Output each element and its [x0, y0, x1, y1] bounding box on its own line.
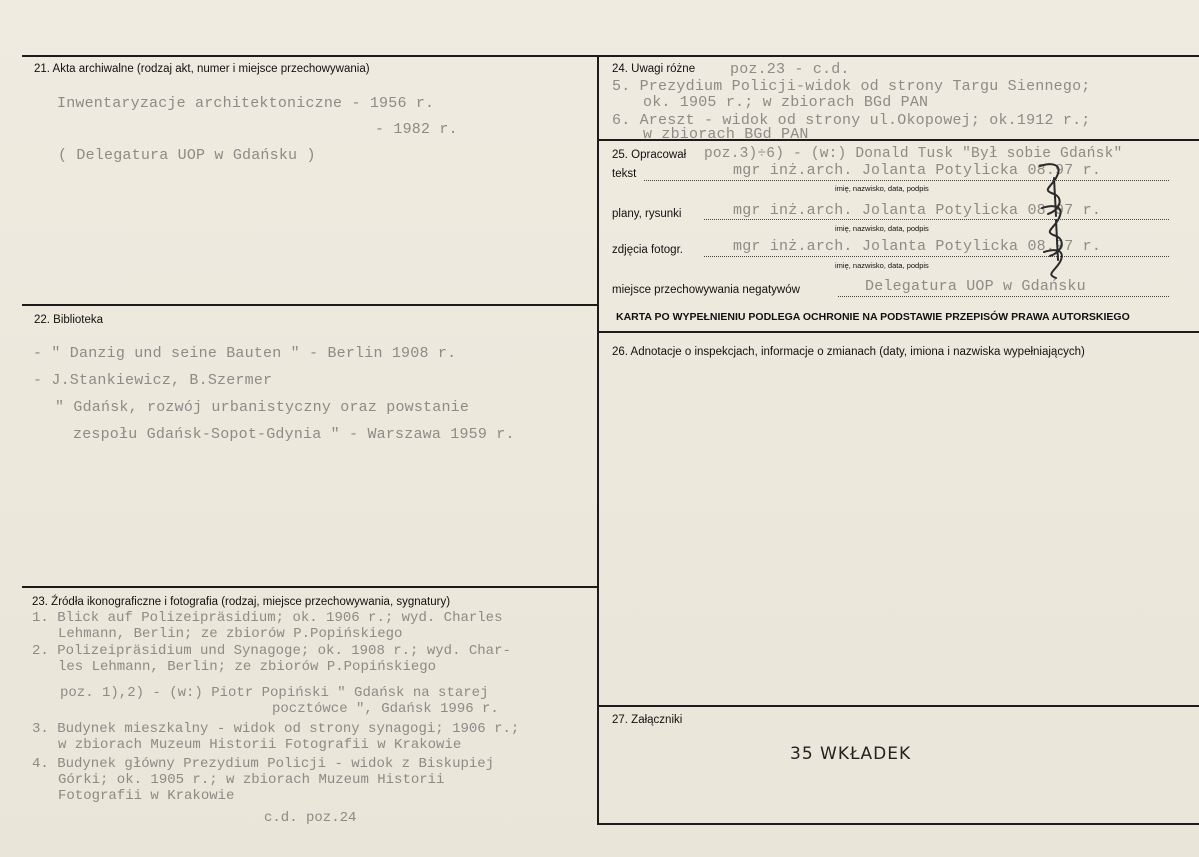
plany-value: mgr inż.arch. Jolanta Potylicka 08.97 r. — [733, 202, 1102, 219]
field-22-line-3: " Gdańsk, rozwój urbanistyczny oraz powstanie — [55, 399, 470, 416]
field-23-line-3: 2. Polizeipräsidium und Synagoge; ok. 1908 r.; wyd. Char- — [32, 643, 511, 659]
field-27-value: 35 WKŁADEK — [790, 744, 912, 764]
divider-top — [22, 55, 1199, 57]
plany-caption: imię, nazwisko, data, podpis — [835, 224, 929, 233]
field-23-line-8: w zbiorach Muzeum Historii Fotografii w Krakowie — [58, 737, 462, 753]
plany-label: plany, rysunki — [612, 208, 682, 220]
zdjecia-caption: imię, nazwisko, data, podpis — [835, 261, 929, 270]
divider-21-22 — [22, 304, 599, 306]
tekst-dotline — [644, 180, 1169, 181]
field-24-label: 24. Uwagi różne — [612, 63, 696, 75]
field-23-line-1: 1. Blick auf Polizeipräsidium; ok. 1906 r.; wyd. Charles — [32, 610, 503, 626]
field-23-line-12: c.d. poz.24 — [264, 810, 357, 826]
tekst-caption: imię, nazwisko, data, podpis — [835, 184, 929, 193]
tekst-value: mgr inż.arch. Jolanta Potylicka 08.97 r. — [733, 162, 1102, 179]
field-21-line-1: Inwentaryzacje architektoniczne - 1956 r. — [57, 95, 435, 112]
miejsce-dotline — [838, 296, 1169, 297]
field-22-label: 22. Biblioteka — [34, 314, 104, 326]
zdjecia-label: zdjęcia fotogr. — [612, 244, 683, 256]
divider-24-25 — [597, 139, 1199, 141]
divider-26-27 — [597, 705, 1199, 707]
field-24-line-3: 6. Areszt - widok od strony ul.Okopowej; ok.1912 r.; — [612, 112, 1091, 129]
plany-dotline — [704, 219, 1169, 220]
field-24-line-1: 5. Prezydium Policji-widok od strony Targu Siennego; — [612, 78, 1091, 95]
zdjecia-dotline — [704, 256, 1169, 257]
divider-bottom — [597, 823, 1199, 825]
divider-25-26 — [597, 331, 1199, 333]
field-23-line-6: pocztówce ", Gdańsk 1996 r. — [272, 701, 499, 717]
field-23-line-2: Lehmann, Berlin; ze zbiorów P.Popińskiego — [58, 626, 403, 642]
field-21-line-2: - 1982 r. — [375, 121, 458, 138]
field-23-line-5: poz. 1),2) - (w:) Piotr Popiński " Gdańsk na starej — [60, 685, 489, 701]
miejsce-label: miejsce przechowywania negatywów — [612, 284, 800, 296]
copyright-notice: KARTA PO WYPEŁNIENIU PODLEGA OCHRONIE NA PODSTAWIE PRZEPISÓW PRAWA AUTORSKIEGO — [616, 311, 1130, 323]
field-24-first: poz.23 - c.d. — [730, 61, 850, 78]
field-23-line-11: Fotografii w Krakowie — [58, 788, 235, 804]
field-23-label: 23. Źródła ikonograficzne i fotografia (rodzaj, miejsce przechowywania, sygnatury) — [32, 596, 451, 608]
field-23-line-10: Górki; ok. 1905 r.; w zbiorach Muzeum Historii — [58, 772, 445, 788]
field-21-line-3: ( Delegatura UOP w Gdańsku ) — [58, 147, 316, 164]
field-25-note: poz.3)÷6) - (w:) Donald Tusk "Był sobie Gdańsk" — [704, 146, 1123, 162]
field-21-label: 21. Akta archiwalne (rodzaj akt, numer i miejsce przechowywania) — [34, 63, 370, 75]
field-22-line-2: - J.Stankiewicz, B.Szermer — [33, 372, 273, 389]
field-26-label: 26. Adnotacje o inspekcjach, informacje o zmianach (daty, imiona i nazwiska wypełniających) — [612, 346, 1085, 358]
field-22-line-4: zespołu Gdańsk-Sopot-Gdynia " - Warszawa 1959 r. — [73, 426, 515, 443]
field-22-line-1: - " Danzig und seine Bauten " - Berlin 1908 r. — [33, 345, 457, 362]
field-23-line-4: les Lehmann, Berlin; ze zbiorów P.Popińskiego — [58, 659, 437, 675]
tekst-label: tekst — [612, 168, 637, 180]
zdjecia-value: mgr inż.arch. Jolanta Potylicka 08.97 r. — [733, 238, 1102, 255]
field-23-line-9: 4. Budynek główny Prezydium Policji - widok z Biskupiej — [32, 756, 495, 772]
field-24-line-4: w zbiorach BGd PAN — [643, 126, 809, 138]
field-24-line-2: ok. 1905 r.; w zbiorach BGd PAN — [643, 94, 929, 111]
field-25-label: 25. Opracował — [612, 149, 687, 161]
field-23-line-7: 3. Budynek mieszkalny - widok od strony synagogi; 1906 r.; — [32, 721, 520, 737]
divider-22-23 — [22, 586, 599, 588]
divider-center — [597, 55, 599, 825]
signature-mark — [1034, 156, 1074, 286]
field-27-label: 27. Załączniki — [612, 714, 683, 726]
miejsce-value: Delegatura UOP w Gdańsku — [865, 278, 1086, 295]
